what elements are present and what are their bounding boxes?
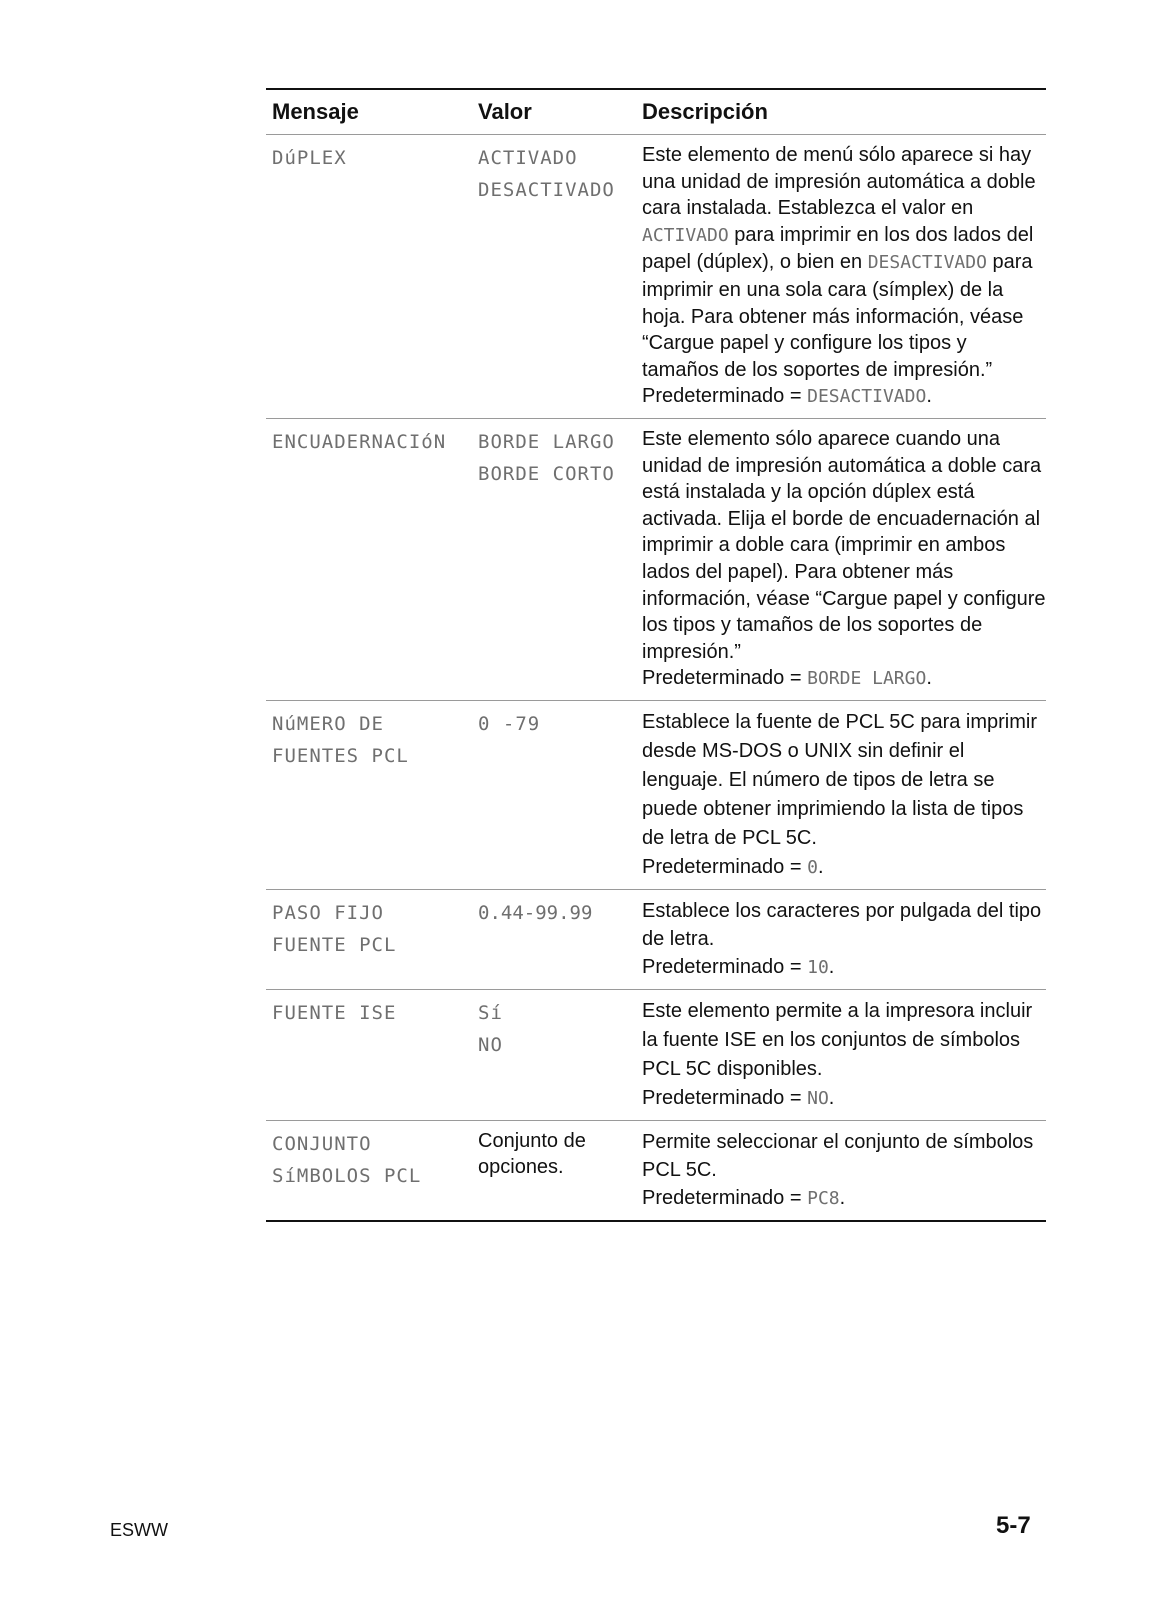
default-value: NO [807, 1087, 829, 1109]
table-row [266, 890, 1046, 990]
message-text: DúPLEX [272, 147, 347, 169]
default-label: Predeterminado = [642, 1086, 808, 1109]
message-text: FUENTE ISE [272, 1001, 397, 1024]
table-row [266, 701, 1046, 890]
inline-lcd-value: DESACTIVADO [867, 252, 987, 274]
table-row [266, 1121, 1046, 1220]
table-header [266, 90, 1046, 135]
message-text: FUENTE PCL [272, 933, 397, 956]
header-message: Mensaje [272, 99, 359, 124]
description-cell: Establece la fuente de PCL 5C para imprimir desde MS-DOS o UNIX sin definir el lenguaje. El número de tipos de letra se puede obtener imprimiendo la lista de tipos de letra de PCL 5C. Predeterminado = 0. [642, 710, 1037, 878]
description-cell: Este elemento de menú sólo aparece si hay una unidad de impresión automática a doble cara instalada. Establezca el valor en ACTIVADO para imprimir en los dos lados del papel (dúplex), o bien en DESACTIVADO para imprimir en una sola cara (símplex) de la hoja. Para obtener más información, véase “Cargue papel y configure los tipos y tamaños de los soportes de impresión.” Predeterminado = DESACTIVADO. [642, 144, 1036, 408]
default-value: DESACTIVADO [807, 386, 927, 408]
message-cell [266, 1121, 472, 1220]
default-value: BORDE LARGO [807, 668, 927, 690]
value-option: NO [478, 1033, 503, 1056]
value-cell [472, 990, 638, 1120]
message-text: FUENTES PCL [272, 744, 409, 767]
message-text: ENCUADERNACIóN [272, 430, 447, 453]
value-option: BORDE LARGO [478, 430, 615, 453]
description-text: Este elemento sólo aparece cuando una unidad de impresión automática a doble cara está instalada y la opción dúplex está activada. Elija el borde de encuadernación al imprimir a doble cara (imprimir en ambos lados del papel). Para obtener más información, véase “Cargue papel y configure los tipos y tamaños de los soportes de impresión.” [642, 427, 1046, 663]
message-text: SíMBOLOS PCL [272, 1164, 422, 1187]
menu-table [266, 88, 1046, 1222]
value-cell [472, 1121, 638, 1220]
value-option: DESACTIVADO [478, 179, 615, 201]
message-cell [266, 990, 472, 1120]
value-option: ACTIVADO [478, 147, 578, 169]
table-row [266, 135, 1046, 419]
message-cell [266, 701, 472, 889]
value-cell [472, 419, 638, 700]
message-cell [266, 135, 472, 418]
header-description: Descripción [642, 99, 768, 124]
message-cell [266, 890, 472, 989]
default-label: Predeterminado = [642, 955, 808, 978]
value-cell [472, 890, 638, 989]
value-option: BORDE CORTO [478, 462, 615, 485]
message-text: CONJUNTO [272, 1132, 372, 1155]
description-cell: Este elemento permite a la impresora incluir la fuente ISE en los conjuntos de símbolos PCL 5C disponibles. Predeterminado = NO. [642, 999, 1033, 1109]
default-value: 0 [807, 856, 818, 878]
header-value: Valor [478, 99, 532, 124]
value-option: Sí [478, 1001, 503, 1024]
default-value: 10 [807, 956, 829, 978]
value-range: 0.44-99.99 [478, 901, 593, 924]
value-cell [472, 701, 638, 889]
table-row [266, 419, 1046, 701]
footer-left-label: ESWW [110, 1520, 168, 1540]
description-text: para imprimir en una sola cara (símplex) de la hoja. Para obtener más información, véase “Cargue papel y configure los tipos y tamaños de los soportes de impresión.” [642, 251, 1033, 381]
description-text: Establece la fuente de PCL 5C para imprimir desde MS-DOS o UNIX sin definir el lenguaje. El número de tipos de letra se puede obtener imprimiendo la lista de tipos de letra de PCL 5C. [642, 710, 1037, 849]
description-text: para imprimir en los dos lados del papel (dúplex), o bien en [642, 223, 1034, 274]
value-text: Conjunto de opciones. [478, 1129, 586, 1178]
description-text: Este elemento de menú sólo aparece si hay una unidad de impresión automática a doble cara instalada. Establezca el valor en [642, 144, 1036, 220]
message-cell [266, 419, 472, 700]
description-cell: Este elemento sólo aparece cuando una unidad de impresión automática a doble cara está instalada y la opción dúplex está activada. Elija el borde de encuadernación al imprimir a doble cara (imprimir en ambos lados del papel). Para obtener más información, véase “Cargue papel y configure los tipos y tamaños de los soportes de impresión.” Predeterminado = BORDE LARGO. [642, 427, 1046, 690]
description-text: Permite seleccionar el conjunto de símbolos PCL 5C. [642, 1130, 1034, 1181]
default-label: Predeterminado = [642, 855, 808, 878]
description-cell: Establece los caracteres por pulgada del tipo de letra. Predeterminado = 10. [642, 899, 1042, 978]
default-label: Predeterminado = [642, 1186, 808, 1209]
default-label: Predeterminado = [642, 385, 808, 408]
default-value: PC8 [807, 1187, 840, 1209]
message-text: NúMERO DE [272, 712, 384, 735]
page-number: 5-7 [996, 1512, 1031, 1539]
inline-lcd-value: ACTIVADO [642, 224, 729, 246]
value-range: 0 -79 [478, 712, 541, 735]
value-cell [472, 135, 638, 418]
message-text: PASO FIJO [272, 901, 384, 924]
default-label: Predeterminado = [642, 667, 808, 690]
description-text: Establece los caracteres por pulgada del tipo de letra. [642, 899, 1042, 950]
table-row [266, 990, 1046, 1121]
description-text: Este elemento permite a la impresora incluir la fuente ISE en los conjuntos de símbolos PCL 5C disponibles. [642, 999, 1033, 1080]
description-cell: Permite seleccionar el conjunto de símbolos PCL 5C. Predeterminado = PC8. [642, 1130, 1034, 1209]
